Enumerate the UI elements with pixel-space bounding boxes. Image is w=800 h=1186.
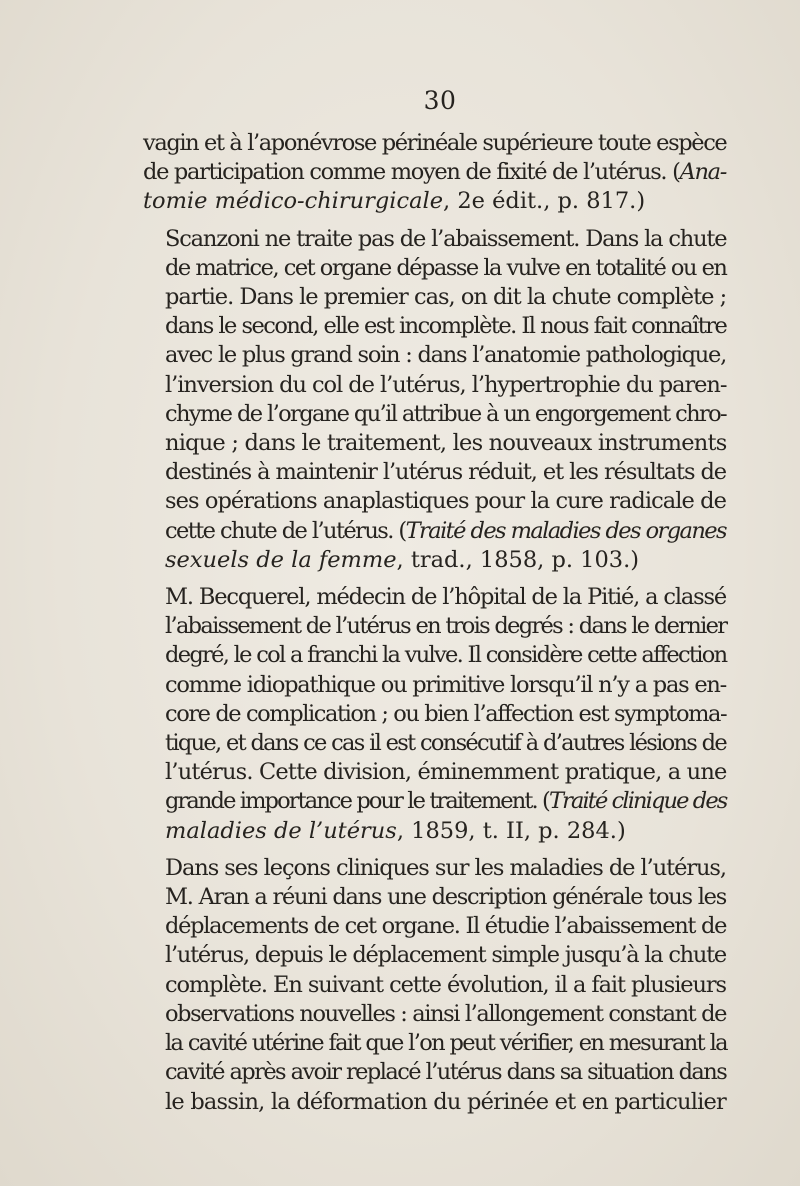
text-line bbox=[143, 612, 726, 641]
italic-citation-text: Traité clinique des bbox=[548, 788, 727, 815]
italic-citation-text: tomie médico-chirurgicale bbox=[143, 188, 444, 215]
paragraph bbox=[143, 854, 726, 1117]
text-line bbox=[143, 517, 726, 546]
paragraph bbox=[143, 225, 726, 575]
page-number: 30 bbox=[423, 86, 457, 115]
text-line bbox=[143, 912, 726, 941]
text-line bbox=[143, 971, 726, 1000]
text-run: partie. Dans le premier cas, on dit la chute complète ; bbox=[165, 284, 727, 311]
italic-citation-text: Traité des maladies des organes bbox=[405, 517, 727, 544]
text-run: le bassin, la déformation du périnée et en particulier bbox=[165, 1088, 726, 1115]
text-line bbox=[143, 1029, 726, 1058]
text-run: l’abaissement de l’utérus en trois degrés : dans le dernier bbox=[165, 613, 727, 640]
text-line bbox=[143, 283, 726, 312]
text-line bbox=[143, 729, 726, 758]
text-line bbox=[143, 883, 726, 912]
text-line bbox=[143, 254, 726, 283]
text-line bbox=[143, 671, 726, 700]
text-run: , trad., 1858, p. 103.) bbox=[396, 546, 640, 573]
paragraph bbox=[143, 583, 726, 846]
text-line bbox=[143, 1058, 726, 1087]
text-line bbox=[143, 429, 726, 458]
text-run: nique ; dans le traitement, les nouveaux instruments bbox=[165, 430, 727, 457]
text-line bbox=[143, 341, 726, 370]
text-run: l’utérus. Cette division, éminemment pratique, a une bbox=[165, 759, 727, 786]
text-run: Scanzoni ne traite pas de l’abaissement. Dans la chute bbox=[165, 225, 727, 252]
text-line bbox=[143, 758, 726, 787]
text-run: l’inversion du col de l’utérus, l’hypertrophie du paren- bbox=[165, 371, 727, 398]
text-line bbox=[143, 787, 726, 816]
text-run: cavité après avoir replacé l’utérus dans sa situation dans bbox=[165, 1059, 727, 1086]
text-line bbox=[143, 1088, 726, 1117]
text-run: , 1859, t. II, p. 284.) bbox=[396, 817, 626, 844]
text-line bbox=[143, 546, 726, 575]
text-run: core de complication ; ou bien l’affection est symptoma- bbox=[165, 700, 727, 727]
text-line bbox=[143, 583, 726, 612]
text-run: degré, le col a franchi la vulve. Il considère cette affection bbox=[165, 642, 727, 669]
text-run: dans le second, elle est incomplète. Il nous fait connaître bbox=[165, 313, 727, 340]
text-run: M. Becquerel, médecin de l’hôpital de la Pitié, a classé bbox=[165, 584, 727, 611]
text-run: de matrice, cet organe dépasse la vulve en totalité ou en bbox=[165, 254, 727, 281]
text-line bbox=[143, 700, 726, 729]
text-line bbox=[143, 225, 726, 254]
text-line bbox=[143, 854, 726, 883]
text-line bbox=[143, 1000, 726, 1029]
text-run: déplacements de cet organe. Il étudie l’abaissement de bbox=[165, 913, 727, 940]
body-text bbox=[143, 129, 726, 1125]
text-line bbox=[143, 817, 726, 846]
text-line bbox=[143, 941, 726, 970]
text-line bbox=[143, 312, 726, 341]
text-line bbox=[143, 129, 726, 158]
text-run: de participation comme moyen de fixité de l’utérus. ( bbox=[143, 159, 680, 186]
paragraph bbox=[143, 129, 726, 217]
text-run: complète. En suivant cette évolution, il a fait plusieurs bbox=[165, 971, 726, 998]
italic-citation-text: Ana- bbox=[679, 159, 727, 186]
text-run: grande importance pour le traitement. ( bbox=[165, 788, 549, 815]
text-run: cette chute de l’utérus. ( bbox=[165, 517, 406, 544]
italic-citation-text: maladies de l’utérus bbox=[165, 817, 397, 844]
text-run: observations nouvelles : ainsi l’allongement constant de bbox=[165, 1000, 726, 1027]
text-run: tique, et dans ce cas il est consécutif à d’autres lésions de bbox=[165, 730, 726, 757]
text-run: comme idiopathique ou primitive lorsqu’il n’y a pas en- bbox=[165, 671, 726, 698]
text-line bbox=[143, 487, 726, 516]
italic-citation-text: sexuels de la femme bbox=[165, 546, 397, 573]
text-run: , 2e édit., p. 817.) bbox=[443, 188, 646, 215]
text-line bbox=[143, 458, 726, 487]
text-run: chyme de l’organe qu’il attribue à un engorgement chro- bbox=[165, 400, 726, 427]
text-line bbox=[143, 400, 726, 429]
text-run: avec le plus grand soin : dans l’anatomie pathologique, bbox=[165, 342, 726, 369]
text-run: vagin et à l’aponévrose périnéale supérieure toute espèce bbox=[143, 130, 727, 156]
text-run: M. Aran a réuni dans une description générale tous les bbox=[165, 884, 726, 911]
text-run: l’utérus, depuis le déplacement simple jusqu’à la chute bbox=[165, 942, 726, 969]
text-run: destinés à maintenir l’utérus réduit, et les résultats de bbox=[165, 459, 726, 486]
text-line bbox=[143, 187, 726, 216]
text-line bbox=[143, 158, 726, 187]
text-run: la cavité utérine fait que l’on peut vérifier, en mesurant la bbox=[165, 1030, 727, 1057]
text-line bbox=[143, 641, 726, 670]
text-run: ses opérations anaplastiques pour la cure radicale de bbox=[165, 488, 726, 515]
text-run: Dans ses leçons cliniques sur les maladies de l’utérus, bbox=[165, 854, 726, 881]
text-line bbox=[143, 371, 726, 400]
